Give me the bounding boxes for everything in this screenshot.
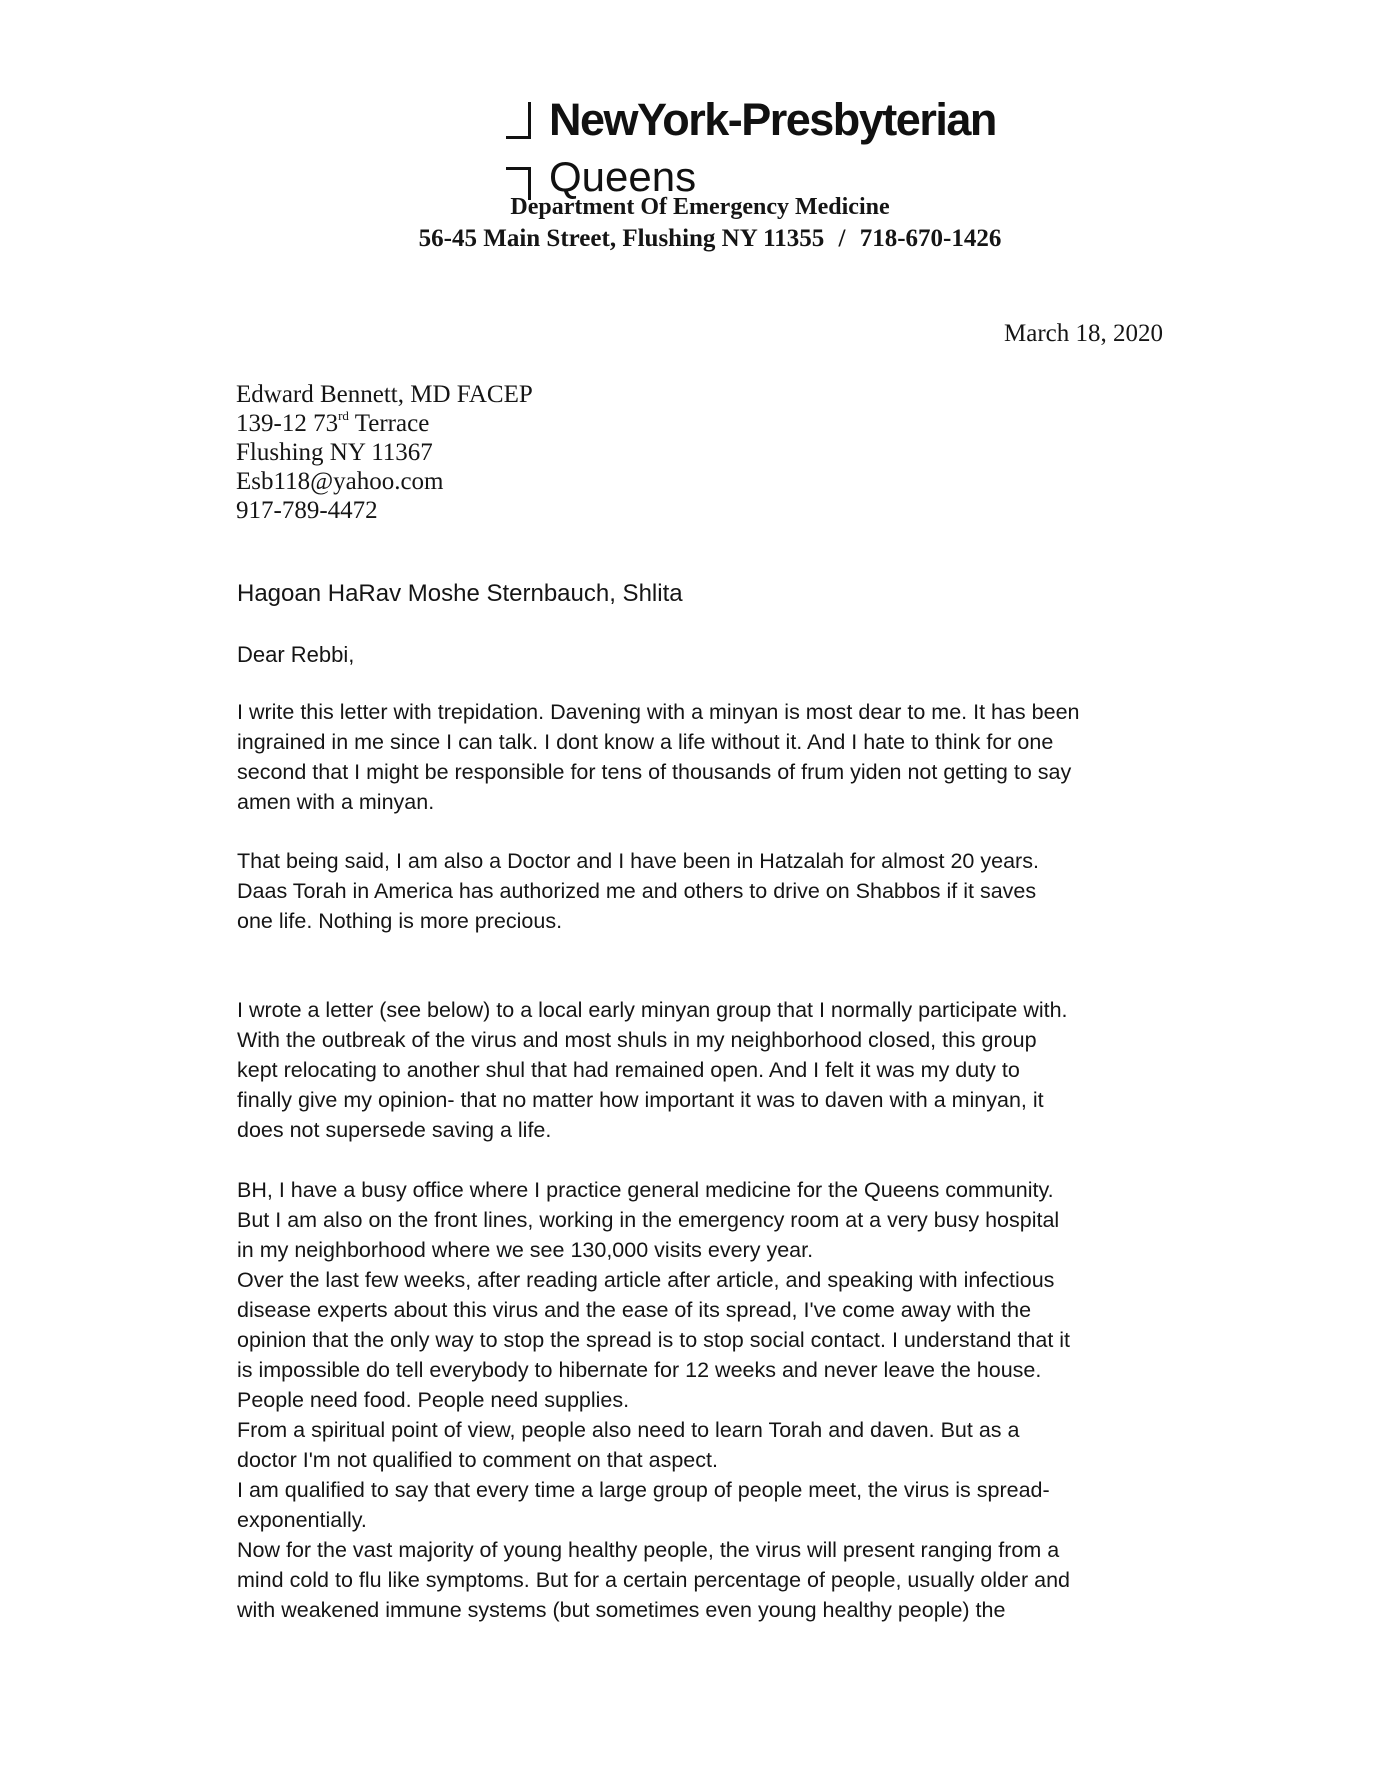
paragraph-line: I wrote a letter (see below) to a local early minyan group that I normally participate with.: [237, 998, 1068, 1022]
sender-name: Edward Bennett, MD FACEP: [236, 381, 533, 408]
paragraph-line: exponentially.: [237, 1508, 367, 1532]
address-separator: /: [838, 225, 846, 252]
salutation: Dear Rebbi,: [237, 642, 355, 667]
paragraph-line: mind cold to flu like symptoms. But for a certain percentage of people, usually older and: [237, 1568, 1070, 1592]
paragraph-line: I write this letter with trepidation. Davening with a minyan is most dear to me. It has been: [237, 700, 1080, 724]
paragraph-line: With the outbreak of the virus and most shuls in my neighborhood closed, this group: [237, 1028, 1037, 1052]
paragraph-2: [237, 846, 1277, 936]
paragraph-line: But I am also on the front lines, working in the emergency room at a very busy hospital: [237, 1208, 1060, 1232]
paragraph-line: is impossible do tell everybody to hibernate for 12 weeks and never leave the house.: [237, 1358, 1042, 1382]
letter-date: March 18, 2020: [1004, 320, 1163, 347]
paragraph-line: kept relocating to another shul that had remained open. And I felt it was my duty to: [237, 1058, 1020, 1082]
paragraph-line: Daas Torah in America has authorized me and others to drive on Shabbos if it saves: [237, 879, 1037, 903]
paragraph-3: [237, 995, 1277, 1145]
logo-bracket-top-icon: [506, 102, 531, 139]
recipient-line: Hagoan HaRav Moshe Sternbauch, Shlita: [237, 580, 683, 607]
paragraph-line: opinion that the only way to stop the spread is to stop social contact. I understand that it: [237, 1328, 1071, 1352]
sender-block: [236, 380, 533, 525]
paragraph-line: with weakened immune systems (but sometimes even young healthy people) the: [237, 1598, 1006, 1622]
paragraph-4: [237, 1175, 1277, 1625]
paragraph-line: finally give my opinion- that no matter how important it was to daven with a minyan, it: [237, 1088, 1044, 1112]
paragraph-line: does not supersede saving a life.: [237, 1118, 552, 1142]
department-name: Department Of Emergency Medicine: [510, 194, 890, 220]
logo-name: NewYork-Presbyterian: [549, 94, 996, 145]
sender-street-name: Terrace: [354, 410, 430, 437]
paragraph-line: disease experts about this virus and the ease of its spread, I've come away with the: [237, 1298, 1032, 1322]
paragraph-line: second that I might be responsible for tens of thousands of frum yiden not getting to say: [237, 760, 1072, 784]
logo-sub: Queens: [549, 153, 697, 200]
paragraph-line: BH, I have a busy office where I practice general medicine for the Queens community.: [237, 1178, 1054, 1202]
paragraph-line: Over the last few weeks, after reading article after article, and speaking with infectious: [237, 1268, 1055, 1292]
paragraph-line: doctor I'm not qualified to comment on that aspect.: [237, 1448, 718, 1472]
paragraph-line: amen with a minyan.: [237, 790, 435, 814]
hospital-address-line: [0, 225, 1400, 253]
paragraph-line: one life. Nothing is more precious.: [237, 909, 563, 933]
sender-city: Flushing NY 11367: [236, 439, 433, 466]
hospital-phone: 718-670-1426: [859, 225, 1002, 252]
sender-phone: 917-789-4472: [236, 497, 378, 524]
paragraph-line: in my neighborhood where we see 130,000 visits every year.: [237, 1238, 814, 1262]
hospital-logo: [500, 92, 996, 204]
sender-email: Esb118@yahoo.com: [236, 468, 444, 495]
sender-street-number: 139-12 73: [236, 410, 339, 437]
hospital-address: 56-45 Main Street, Flushing NY 11355: [418, 225, 825, 252]
sender-street: [236, 409, 533, 438]
paragraph-line: From a spiritual point of view, people also need to learn Torah and daven. But as a: [237, 1418, 1020, 1442]
paragraph-1: [237, 697, 1277, 817]
paragraph-line: Now for the vast majority of young healthy people, the virus will present ranging from a: [237, 1538, 1060, 1562]
paragraph-line: People need food. People need supplies.: [237, 1388, 630, 1412]
sender-street-suffix: rd: [338, 408, 349, 423]
paragraph-line: I am qualified to say that every time a large group of people meet, the virus is spread-: [237, 1478, 1050, 1502]
paragraph-line: That being said, I am also a Doctor and I have been in Hatzalah for almost 20 years.: [237, 849, 1039, 873]
paragraph-line: ingrained in me since I can talk. I dont know a life without it. And I hate to think for one: [237, 730, 1054, 754]
